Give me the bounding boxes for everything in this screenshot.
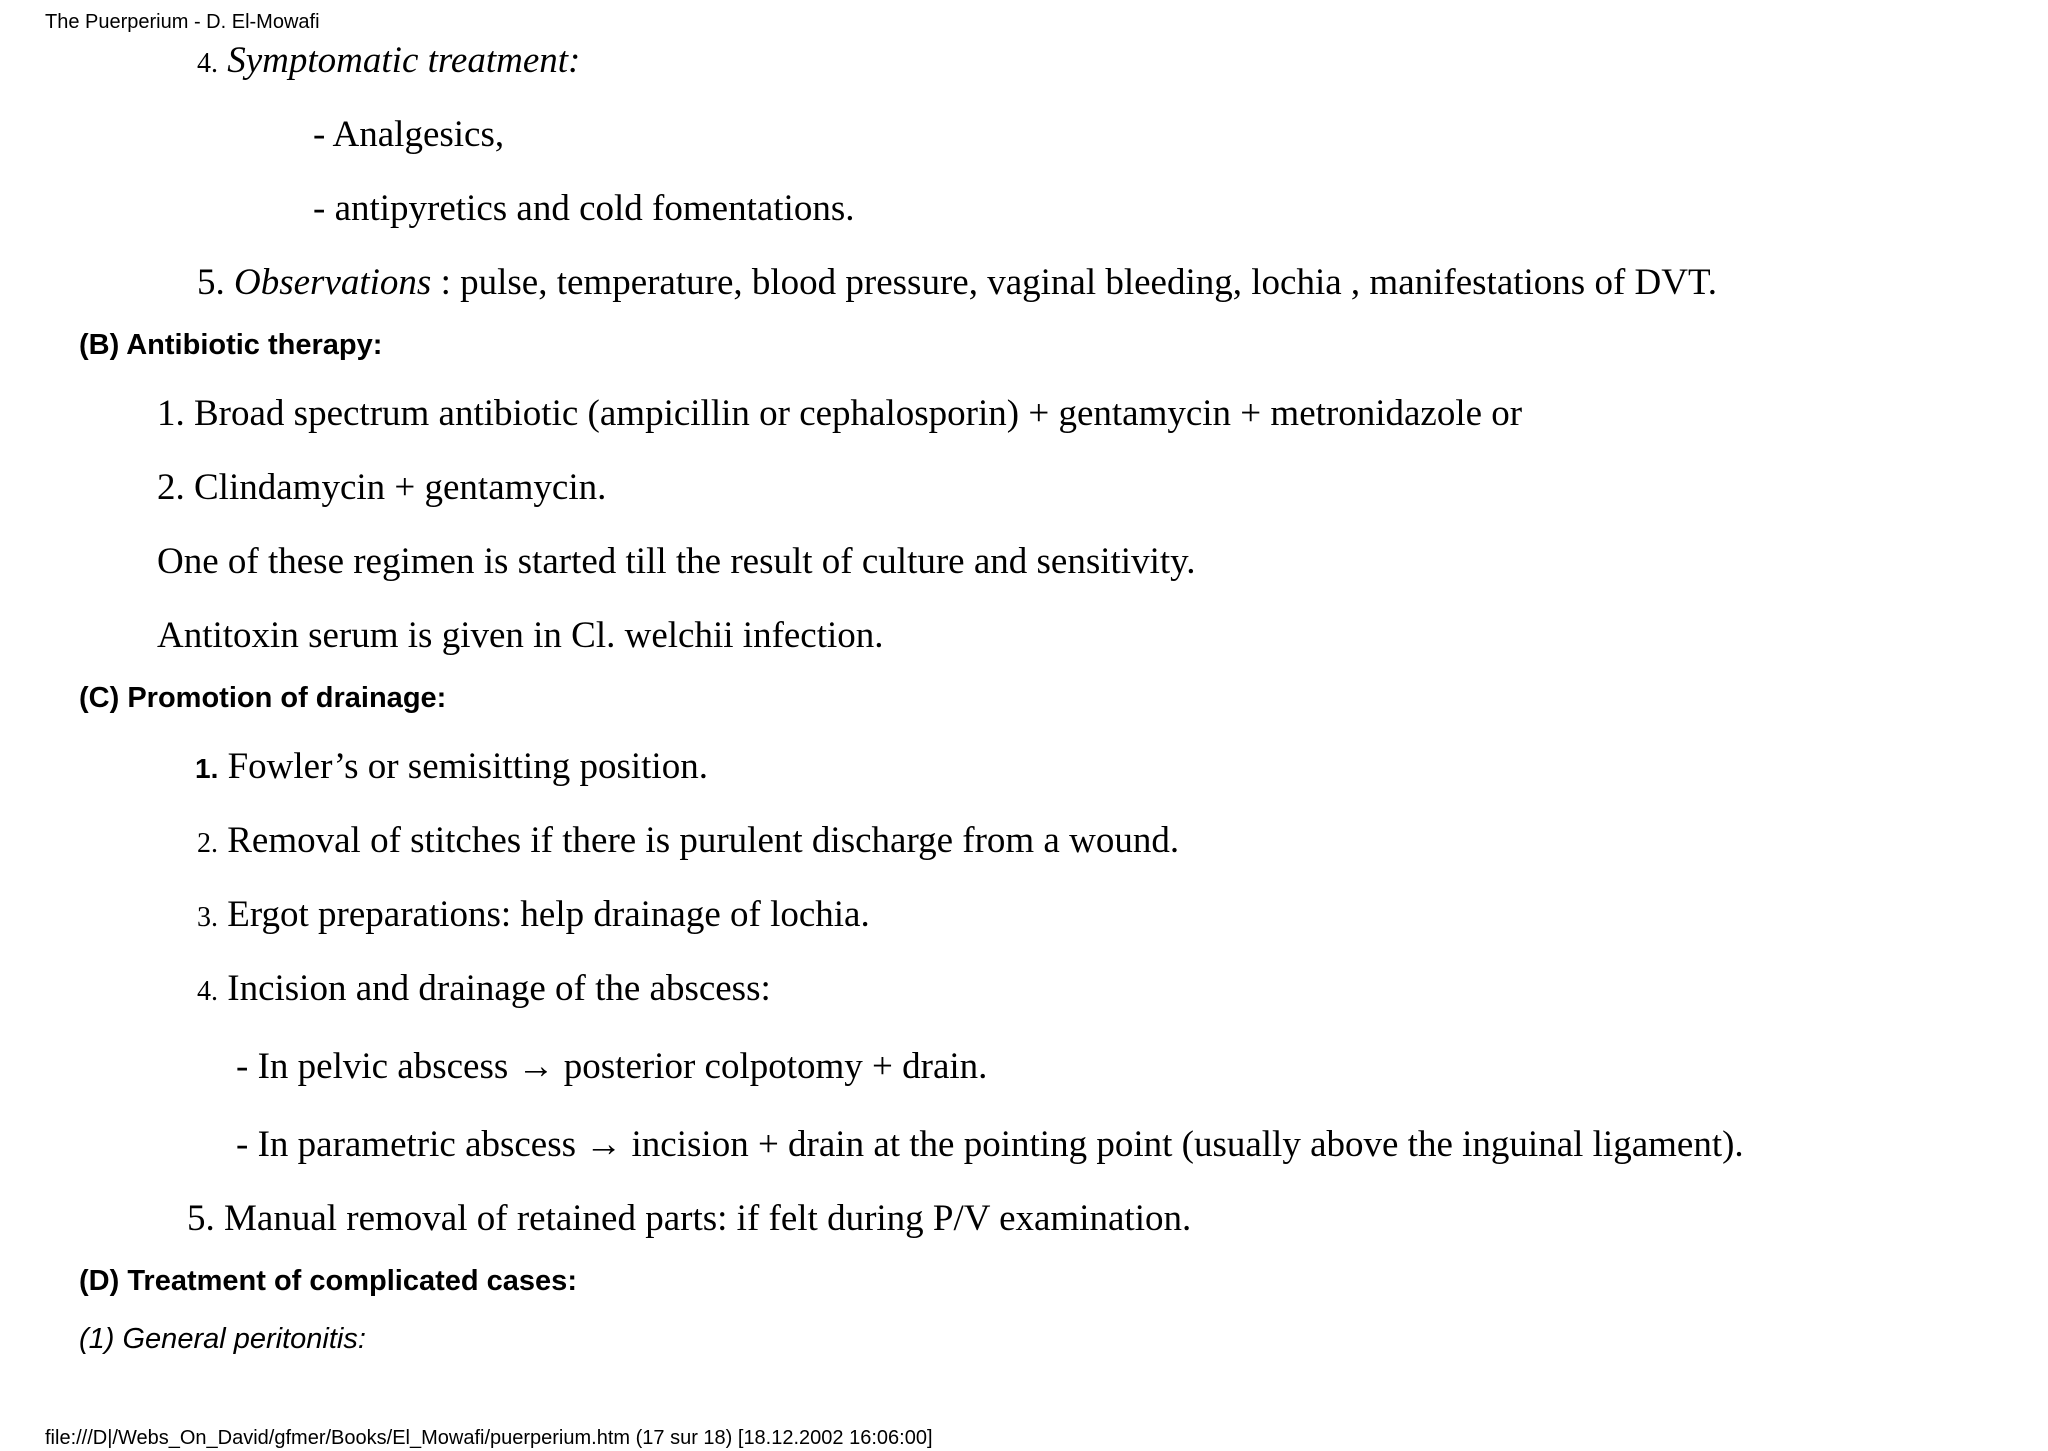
paragraph: Antitoxin serum is given in Cl. welchii infection.	[157, 615, 884, 656]
paragraph: One of these regimen is started till the result of culture and sensitivity.	[157, 541, 1196, 582]
item-number: 2.	[197, 828, 218, 859]
section-heading: (D) Treatment of complicated cases:	[79, 1265, 577, 1297]
list-item	[197, 39, 580, 86]
item-text: Ergot preparations: help drainage of lochia.	[227, 894, 870, 935]
item-text: : pulse, temperature, blood pressure, vaginal bleeding, lochia , manifestations of DVT.	[431, 262, 1718, 303]
item-number: 4.	[197, 976, 218, 1007]
section-heading: (C) Promotion of drainage:	[79, 682, 447, 714]
item-number: 5.	[197, 262, 225, 303]
item-number: 4.	[197, 48, 218, 79]
list-subitem: - Analgesics,	[313, 114, 505, 155]
list-item: 2. Clindamycin + gentamycin.	[157, 467, 607, 508]
item-text: Symptomatic treatment:	[227, 40, 581, 81]
item-text: Fowler’s or semisitting position.	[227, 746, 708, 787]
list-item	[197, 261, 1717, 305]
item-label: Observations	[234, 262, 432, 303]
list-item	[197, 967, 771, 1014]
page-footer: file:///D|/Webs_On_David/gfmer/Books/El_Mowafi/puerperium.htm (17 sur 18) [18.12.2002 16:06:00]	[45, 1427, 933, 1449]
section-heading: (B) Antibiotic therapy:	[79, 329, 383, 361]
list-item	[197, 819, 1179, 866]
item-text: Removal of stitches if there is purulent discharge from a wound.	[227, 820, 1180, 861]
list-item	[195, 745, 708, 791]
list-subitem: - In pelvic abscess → posterior colpotomy + drain.	[236, 1046, 988, 1087]
page-header: The Puerperium - D. El-Mowafi	[45, 11, 320, 33]
item-number: 3.	[197, 902, 218, 933]
list-subitem: - antipyretics and cold fomentations.	[313, 188, 855, 229]
list-subitem: - In parametric abscess → incision + drain at the pointing point (usually above the inguinal ligament).	[236, 1124, 1744, 1165]
subsection-heading: (1) General peritonitis:	[79, 1323, 366, 1355]
list-item: 1. Broad spectrum antibiotic (ampicillin or cephalosporin) + gentamycin + metronidazole or	[157, 393, 1523, 434]
list-item	[197, 893, 870, 940]
item-text: Incision and drainage of the abscess:	[227, 968, 771, 1009]
item-number: 1.	[195, 753, 219, 784]
list-item: 5. Manual removal of retained parts: if felt during P/V examination.	[187, 1198, 1192, 1239]
